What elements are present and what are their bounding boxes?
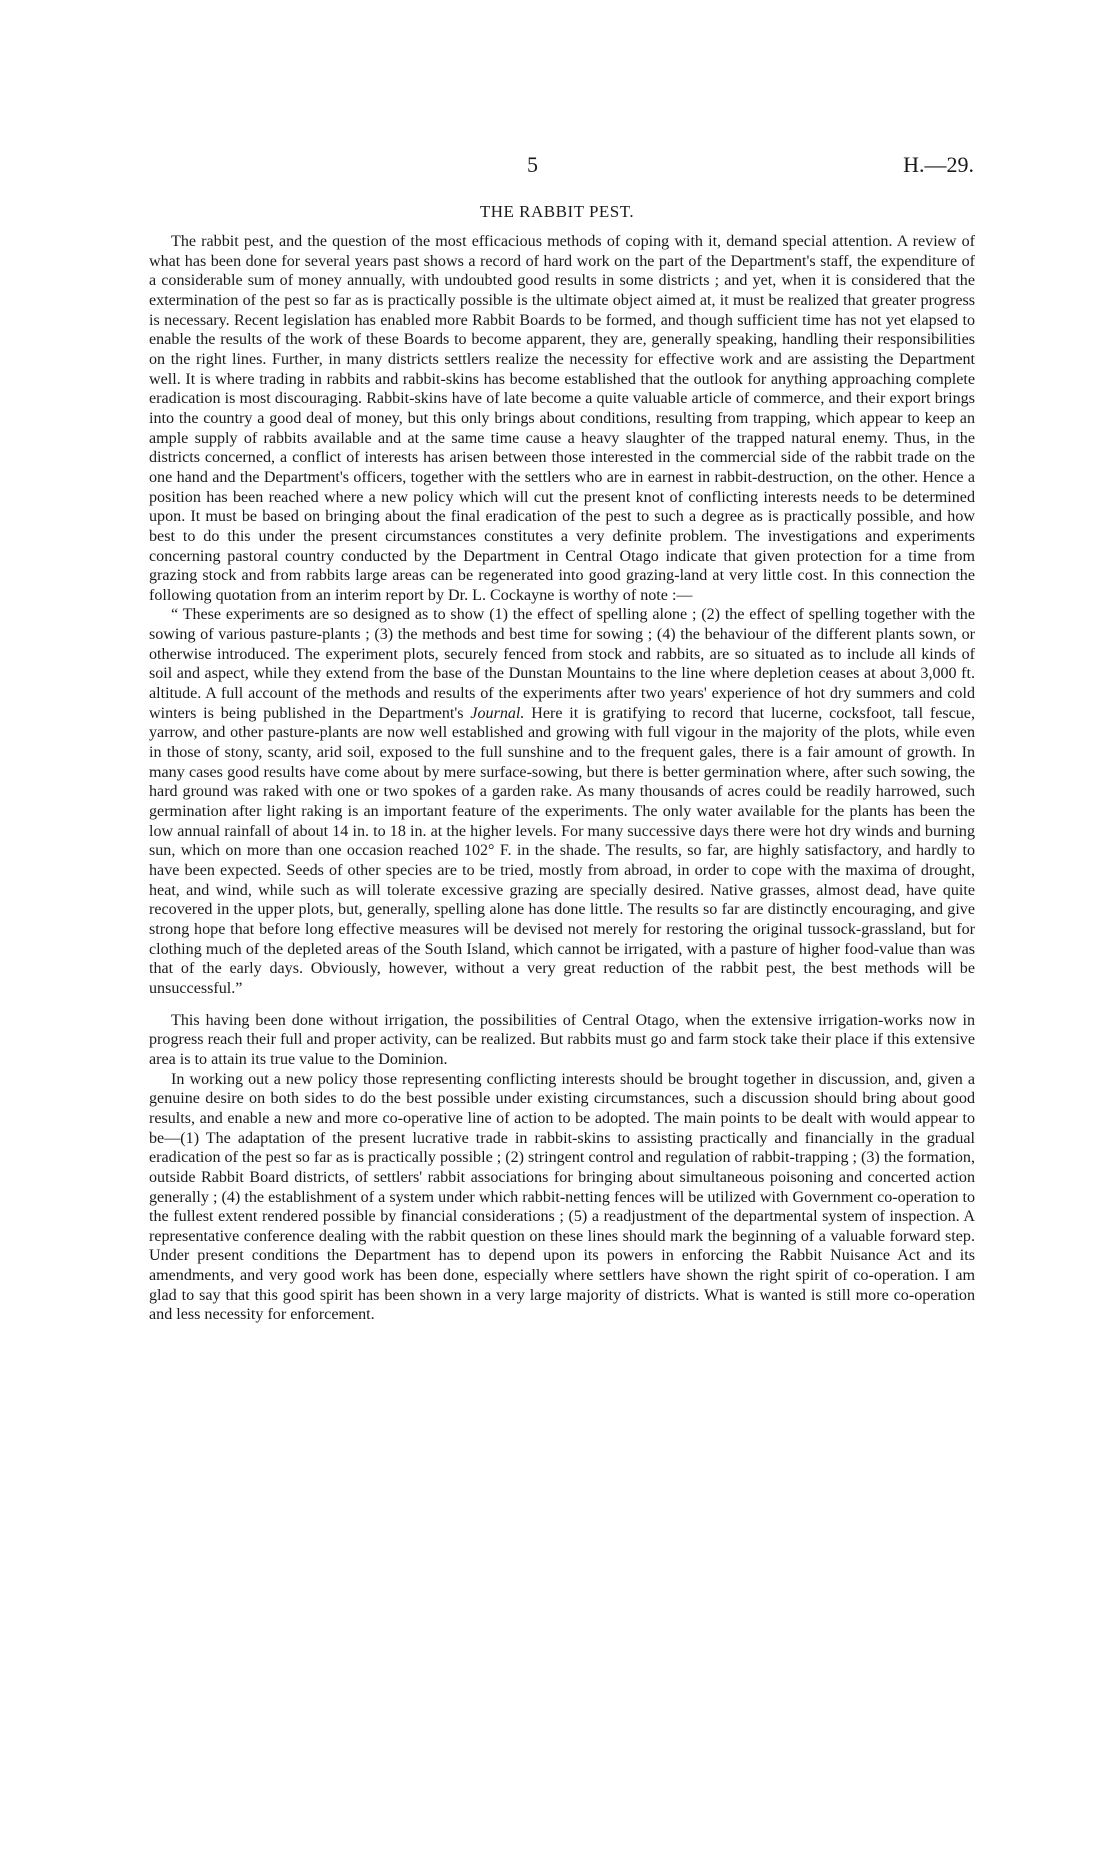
journal-italic: Journal. xyxy=(470,704,525,722)
paragraph-irrigation: This having been done without irrigation, the possibilities of Central Otago, when the extensive irrigation-works now in progress reach their full and proper activity, can be realized. But rabbits must go and farm stock take their place if this extensive area is to attain its true value to the Dominion. xyxy=(149,1011,975,1068)
body-text xyxy=(149,232,975,1325)
page-number: 5 xyxy=(527,152,538,177)
section-title: THE RABBIT PEST. xyxy=(479,202,635,221)
quotation-text-start: “ These experiments are so designed as to show (1) the effect of spelling alone ; (2) the effect of spelling together with the sowing of various pasture-plants ; (3) the methods and best time for sowing ; (4) the behaviour of the different plants sown, or otherwise introduced. The experiment plots, securely fenced from stock and rabbits, are so situated as to include all kinds of soil and aspect, while they extend from the base of the Dunstan Mountains to the line where depletion ceases at about 3,000 ft. altitude. A full account of the methods and results of the experiments after two years' experience of hot dry summers and cold winters is being published in the Department's xyxy=(149,606,975,722)
paragraph-new-policy: In working out a new policy those representing conflicting interests should be brought together in discussion, and, given a genuine desire on both sides to do the best possible under existing circumstances, such a discussion should bring about good results, and enable a new and more co-operative line of action to be adopted. The main points to be dealt with would appear to be—(1) The adaptation of the present lucrative trade in rabbit-skins to assisting practically and financially in the gradual eradication of the pest so far as is practically possible ; (2) stringent control and regulation of rabbit-trapping ; (3) the formation, outside Rabbit Board districts, of settlers' rabbit associations for bringing about simultaneous poisoning and concerted action generally ; (4) the establishment of a system under which rabbit-netting fences will be utilized with Government co-operation to the fullest extent rendered possible by financial considerations ; (5) a readjustment of the departmental system of inspection. A representative conference dealing with the rabbit question on these lines should mark the beginning of a valuable forward step. Under present conditions the Department has to depend upon its powers in enforcing the Rabbit Nuisance Act and its amendments, and very good work has been done, especially where settlers have shown the right spirit of co-operation. I am glad to say that this good spirit has been shown in a very large majority of districts. What is wanted is still more co-operation and less necessity for enforcement. xyxy=(149,1070,975,1324)
paragraph-intro: The rabbit pest, and the question of the most efficacious methods of coping with it, demand special attention. A review of what has been done for several years past shows a record of hard work on the part of the Department's staff, the expenditure of a considerable sum of money annually, with undoubted good results in some districts ; and yet, when it is considered that the extermination of the pest so far as is practically possible is the ultimate object aimed at, it must be realized that greater progress is necessary. Recent legislation has enabled more Rabbit Boards to be formed, and though sufficient time has not yet elapsed to enable the results of the work of these Boards to become apparent, they are, generally speaking, handling their responsibilities on the right lines. Further, in many districts settlers realize the necessity for effective work and are assisting the Department well. It is where trading in rabbits and rabbit-skins has become established that the outlook for anything approaching complete eradication is most discouraging. Rabbit-skins have of late become a quite valuable article of commerce, and their export brings into the country a good deal of money, but this only brings about conditions, resulting from trapping, which appear to keep an ample supply of rabbits available and at the same time cause a heavy slaughter of the trapped natural enemy. Thus, in the districts concerned, a conflict of interests has arisen between those interested in the commercial side of the rabbit trade on the one hand and the Department's officers, together with the settlers who are in earnest in rabbit-destruction, on the other. Hence a position has been reached where a new policy which will cut the present knot of conflicting interests needs to be determined upon. It must be based on bringing about the final eradication of the pest to such a degree as is practically possible, and how best to do this under the present circumstances constitutes a very definite problem. The investigations and experiments concerning pastoral country conducted by the Department in Central Otago indicate that given protection for a time from grazing stock and from rabbits large areas can be regenerated into good grazing-land at very little cost. In this connection the following quotation from an interim report by Dr. L. Cockayne is worthy of note :— xyxy=(149,233,975,604)
quotation-paragraph xyxy=(149,605,975,998)
document-reference: H.—29. xyxy=(903,152,974,177)
quotation-text-end: Here it is gratifying to record that lucerne, cocksfoot, tall fescue, yarrow, and other pasture-plants are now well established and growing with full vigour in the majority of the plots, while even in those of stony, scanty, arid soil, exposed to the full sunshine and to the frequent gales, there is a fair amount of growth. In many cases good results have come about by mere surface-sowing, but there is better germination where, after such sowing, the hard ground was raked with one or two spokes of a garden rake. As many thousands of acres could be readily harrowed, such germination after light raking is an important feature of the experiments. The only water available for the plants has been the low annual rainfall of about 14 in. to 18 in. at the higher levels. For many successive days there were hot dry winds and burning sun, which on more than one occasion reached 102° F. in the shade. The results, so far, are highly satisfactory, and hardly to have been expected. Seeds of other species are to be tried, mostly from abroad, in order to cope with the maxima of drought, heat, and wind, while such as will tolerate excessive grazing are specially desired. Native grasses, almost dead, have quite recovered in the upper plots, but, generally, spelling alone has done little. The results so far are distinctly encouraging, and give strong hope that before long effective measures will be devised not merely for restoring the original tussock-grassland, but for clothing much of the depleted areas of the South Island, which cannot be irrigated, with a pasture of higher food-value than was that of the early days. Obviously, however, without a very great reduction of the rabbit pest, the best methods will be unsuccessful.” xyxy=(149,704,975,997)
